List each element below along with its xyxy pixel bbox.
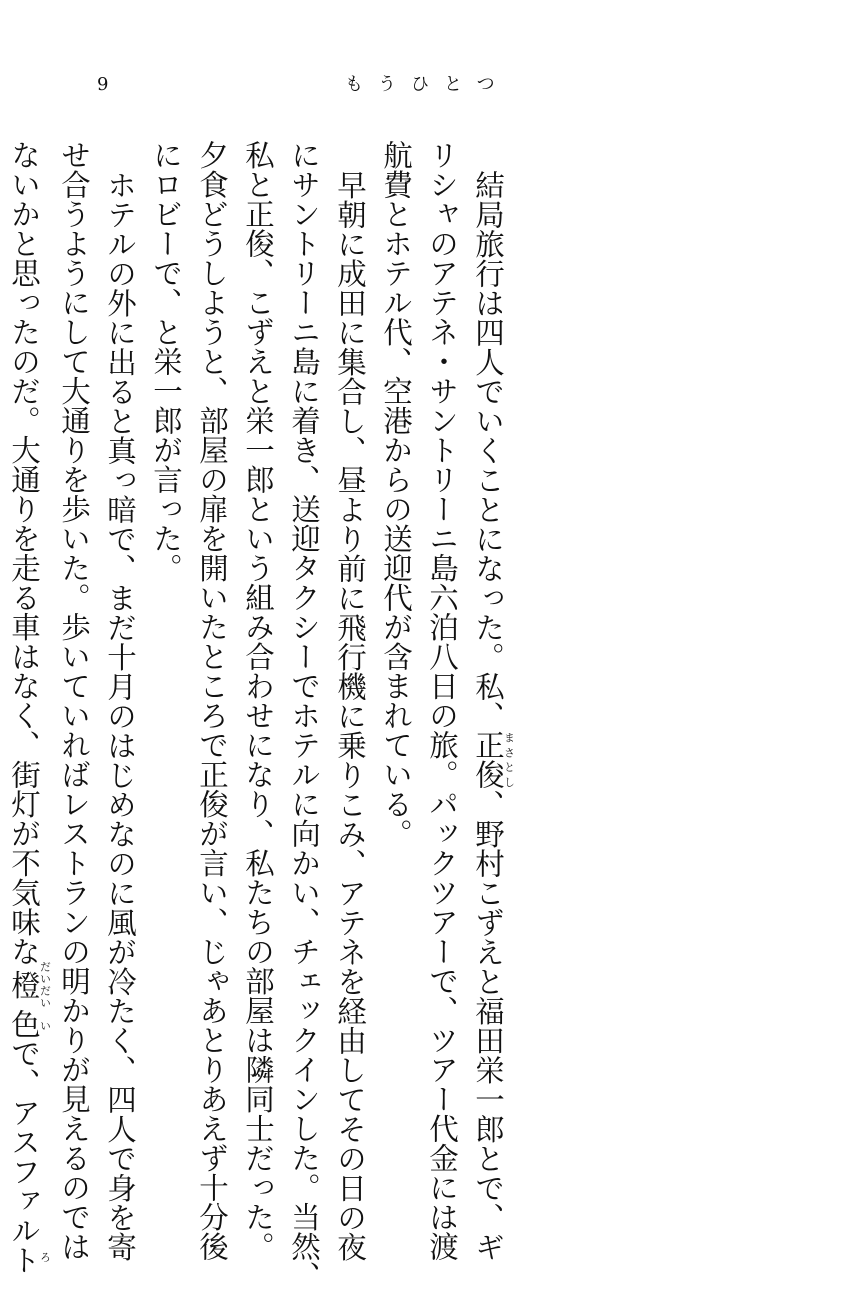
page-number: 9: [97, 74, 109, 95]
paragraph-line: [1, 140, 52, 1275]
text-line: 色で、アスファルト: [7, 1009, 41, 1275]
ruby-reading: いろ: [38, 1009, 52, 1275]
ruby-base: 橙: [7, 961, 41, 1009]
paragraph-line: にサントリーニ島に着き、送迎タクシーでホテルに向かい、チェックインした。当然、: [287, 140, 321, 1291]
paragraph-line: 私と正俊、こずえと栄一郎という組み合わせになり、私たちの部屋は隣同士だった。: [241, 140, 275, 1261]
paragraph-line: ホテルの外に出ると真っ暗で、まだ十月のはじめなのに風が冷たく、四人で身を寄: [103, 169, 137, 1261]
text-line: 結局旅行は四人でいくことになった。私、: [471, 169, 505, 730]
ruby-daidai: [7, 961, 52, 1009]
ruby-reading: まさとし: [502, 730, 516, 789]
ruby-iro: [7, 1009, 52, 1275]
text-line: ないかと思ったのだ。大通りを走る車はなく、街灯が不気味な: [7, 140, 41, 966]
body-text: [1, 140, 516, 1291]
text-line: 、野村こずえと福田栄一郎とで、ギ: [471, 789, 505, 1261]
paragraph-line: 航費とホテル代、空港からの送迎代が含まれている。: [379, 140, 413, 848]
paragraph-line: 夕食どうしようと、部屋の扉を開いたところで正俊が言い、じゃあとりあえず十分後: [195, 140, 229, 1261]
running-title: もうひとつ: [345, 74, 510, 95]
paragraph-line: リシャのアテネ・サントリーニ島六泊八日の旅。パックツアーで、ツアー代金には渡: [425, 140, 459, 1261]
ruby-base: 正俊: [471, 730, 505, 789]
paragraph-line: 早朝に成田に集合し、昼より前に飛行機に乗りこみ、アテネを経由してその日の夜: [333, 169, 367, 1261]
paragraph-line: [465, 140, 516, 1261]
ruby-masatoshi: [471, 730, 516, 789]
paragraph-line: せ合うようにして大通りを歩いた。歩いていればレストランの明かりが見えるのでは: [57, 140, 91, 1261]
ruby-reading: だいだい: [38, 961, 52, 1009]
paragraph-line: にロビーで、と栄一郎が言った。: [149, 140, 183, 583]
